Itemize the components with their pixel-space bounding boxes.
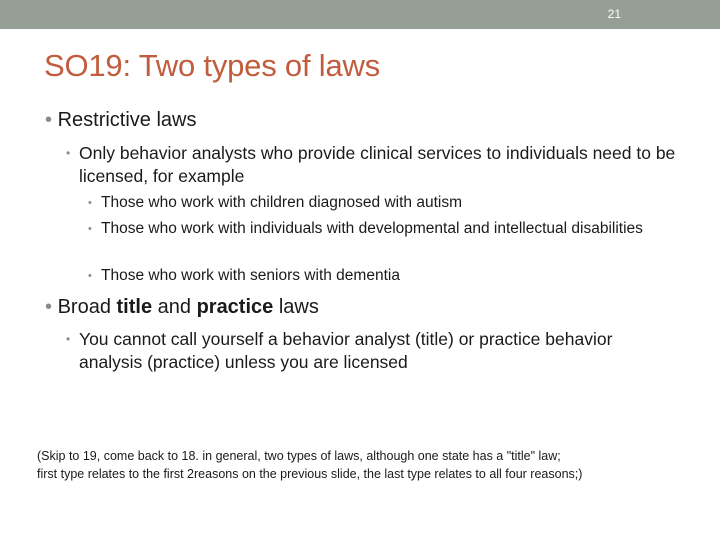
bullet-broad-mid: and (152, 296, 197, 318)
sub-bullet-restrictive (66, 142, 676, 188)
bullet-restrictive-laws (45, 109, 197, 132)
bullet-dot: • (45, 296, 53, 318)
bullet-dot: • (88, 270, 92, 282)
example-item-2 (88, 219, 678, 239)
sub-bullet-restrictive-text: Only behavior analysts who provide clinical services to individuals need to be licensed, for example (79, 143, 676, 186)
bullet-dot: • (66, 332, 71, 346)
example-item-3 (88, 266, 678, 286)
sub-bullet-broad (66, 328, 626, 374)
bullet-dot: • (88, 223, 92, 235)
bullet-broad-pre: Broad (57, 296, 117, 318)
bullet-dot: • (66, 146, 71, 160)
slide-title: SO19: Two types of laws (44, 48, 380, 83)
bullet-broad-title-word: title (116, 296, 153, 318)
bullet-broad-post: laws (273, 296, 319, 318)
bullet-broad-practice-word: practice (196, 296, 274, 318)
example-text: Those who work with seniors with dementia (101, 267, 400, 284)
slide-number: 21 (607, 7, 621, 21)
example-text: Those who work with children diagnosed with autism (101, 194, 462, 211)
bullet-restrictive-text: Restrictive laws (57, 109, 197, 131)
example-item-1 (88, 193, 678, 213)
bullet-broad-laws (45, 296, 319, 319)
bullet-dot: • (88, 197, 92, 209)
example-text: Those who work with individuals with developmental and intellectual disabilities (101, 220, 643, 237)
bullet-dot: • (45, 109, 53, 131)
sub-bullet-broad-text: You cannot call yourself a behavior analyst (title) or practice behavior analysis (practice) unless you are licensed (79, 329, 613, 372)
speaker-note-line-1: (Skip to 19, come back to 18. in general, two types of laws, although one state has a "title" law; (37, 449, 561, 463)
speaker-note (37, 447, 687, 483)
header-bar (0, 0, 720, 29)
speaker-note-line-2: first type relates to the first 2reasons on the previous slide, the last type relates to all four reasons;) (37, 467, 583, 481)
